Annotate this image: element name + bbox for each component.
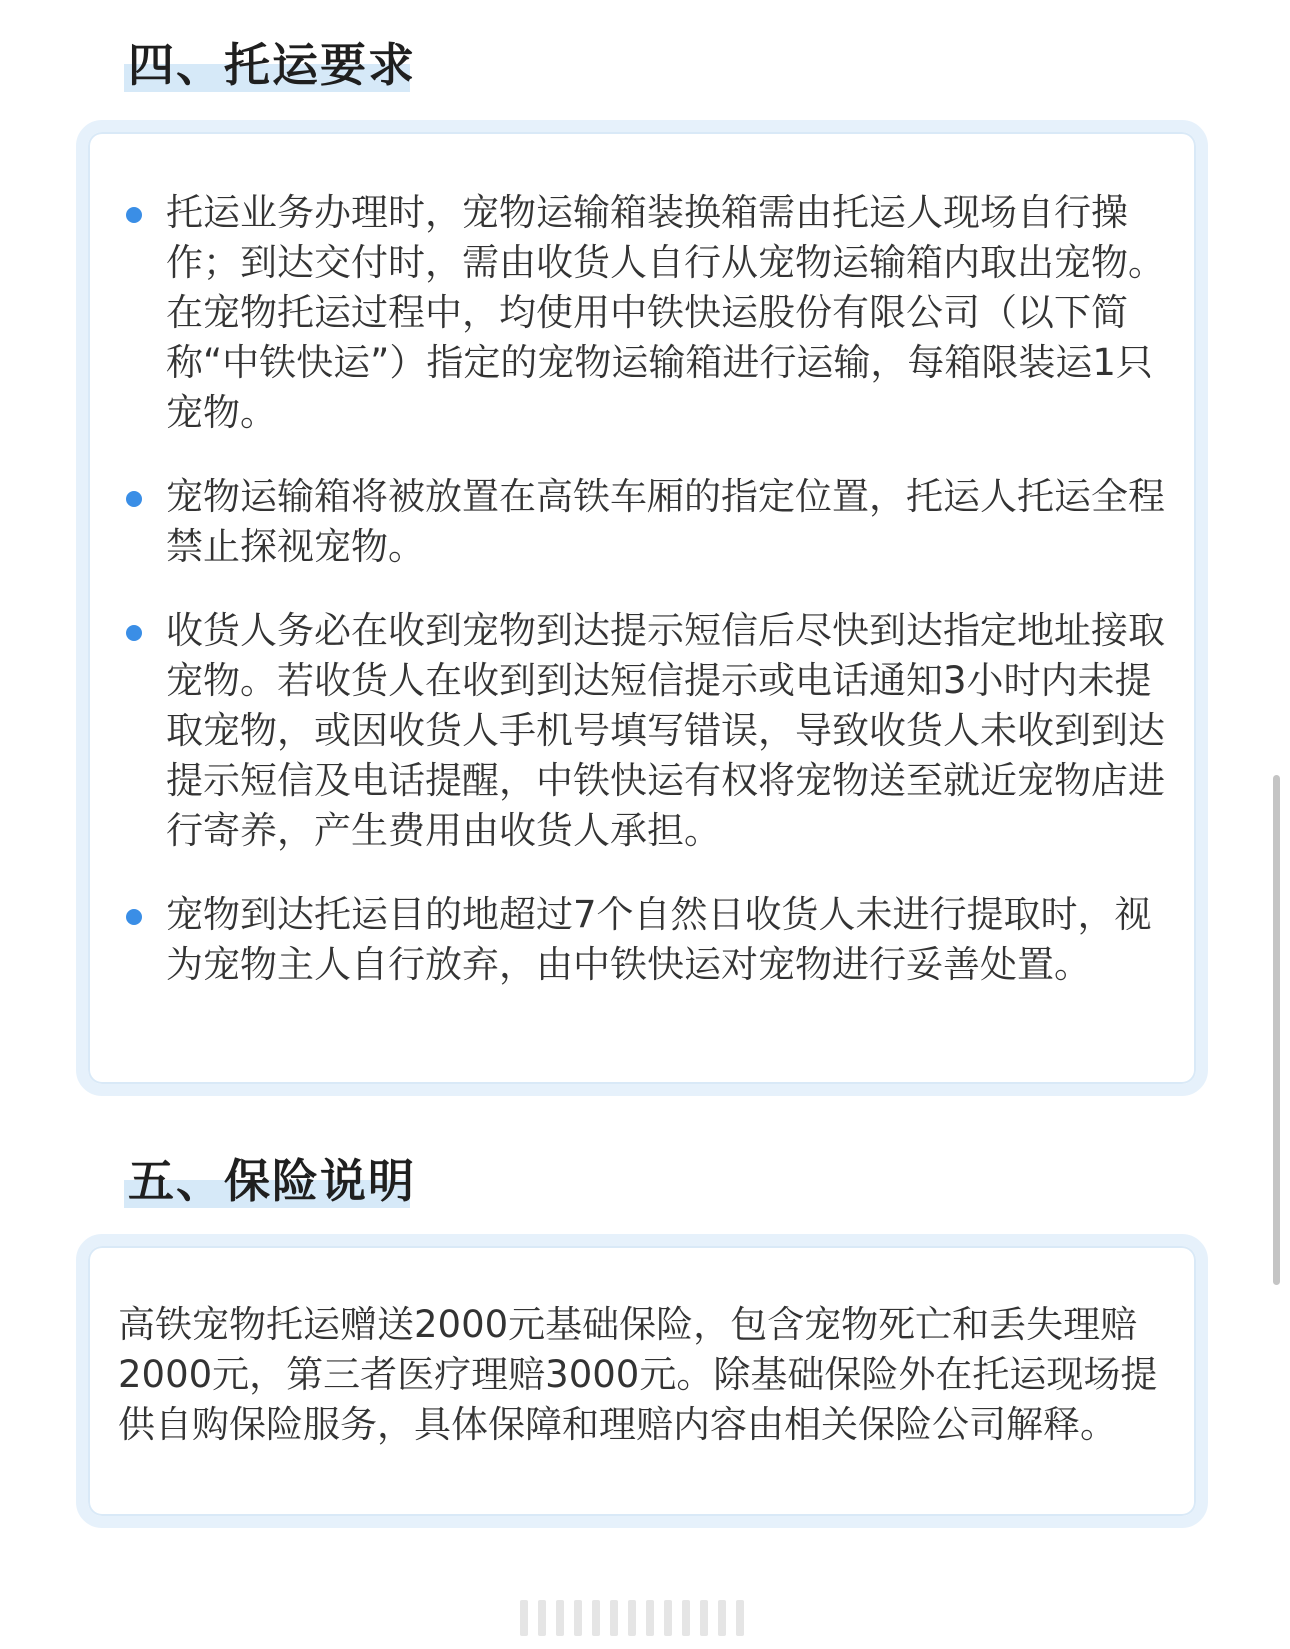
requirement-item	[126, 188, 1166, 438]
scrollbar[interactable]	[1273, 775, 1280, 1285]
requirement-item	[126, 606, 1166, 856]
requirements-list	[126, 188, 1166, 1024]
pager-bar	[736, 1600, 744, 1636]
section-4-title: 四、托运要求	[128, 38, 416, 92]
pager-bar	[592, 1600, 600, 1636]
insurance-text: 高铁宠物托运赠送2000元基础保险，包含宠物死亡和丢失理赔2000元，第三者医疗理赔3000元。除基础保险外在托运现场提供自购保险服务，具体保障和理赔内容由相关保险公司解释。	[118, 1303, 1158, 1446]
requirement-text: 托运业务办理时，宠物运输箱装换箱需由托运人现场自行操作；到达交付时，需由收货人自行从宠物运输箱内取出宠物。在宠物托运过程中，均使用中铁快运股份有限公司（以下简称“中铁快运”）指定的宠物运输箱进行运输，每箱限装运1只宠物。	[166, 191, 1165, 434]
bullet-dot-icon	[126, 909, 142, 925]
bullet-dot-icon	[126, 491, 142, 507]
requirement-item	[126, 890, 1166, 990]
bullet-dot-icon	[126, 207, 142, 223]
pager-bar	[520, 1600, 528, 1636]
insurance-card	[76, 1234, 1208, 1528]
shipping-requirements-card	[76, 120, 1208, 1096]
pager-bar	[682, 1600, 690, 1636]
requirement-text: 收货人务必在收到宠物到达提示短信后尽快到达指定地址接取宠物。若收货人在收到到达短信提示或电话通知3小时内未提取宠物，或因收货人手机号填写错误，导致收货人未收到到达提示短信及电话提醒，中铁快运有权将宠物送至就近宠物店进行寄养，产生费用由收货人承担。	[166, 609, 1165, 852]
pager-bar	[556, 1600, 564, 1636]
bullet-dot-icon	[126, 625, 142, 641]
pager-bar	[718, 1600, 726, 1636]
pager-bar	[664, 1600, 672, 1636]
pager-bar	[538, 1600, 546, 1636]
requirement-text: 宠物到达托运目的地超过7个自然日收货人未进行提取时，视为宠物主人自行放弃，由中铁快运对宠物进行妥善处置。	[166, 893, 1152, 986]
bottom-pager-decoration	[520, 1600, 770, 1640]
requirement-item	[126, 472, 1166, 572]
pager-bar	[574, 1600, 582, 1636]
pager-bar	[628, 1600, 636, 1636]
section-5-title: 五、保险说明	[128, 1154, 416, 1208]
pager-bar	[646, 1600, 654, 1636]
pager-bar	[610, 1600, 618, 1636]
requirement-text: 宠物运输箱将被放置在高铁车厢的指定位置，托运人托运全程禁止探视宠物。	[166, 475, 1165, 568]
pager-bar	[700, 1600, 708, 1636]
